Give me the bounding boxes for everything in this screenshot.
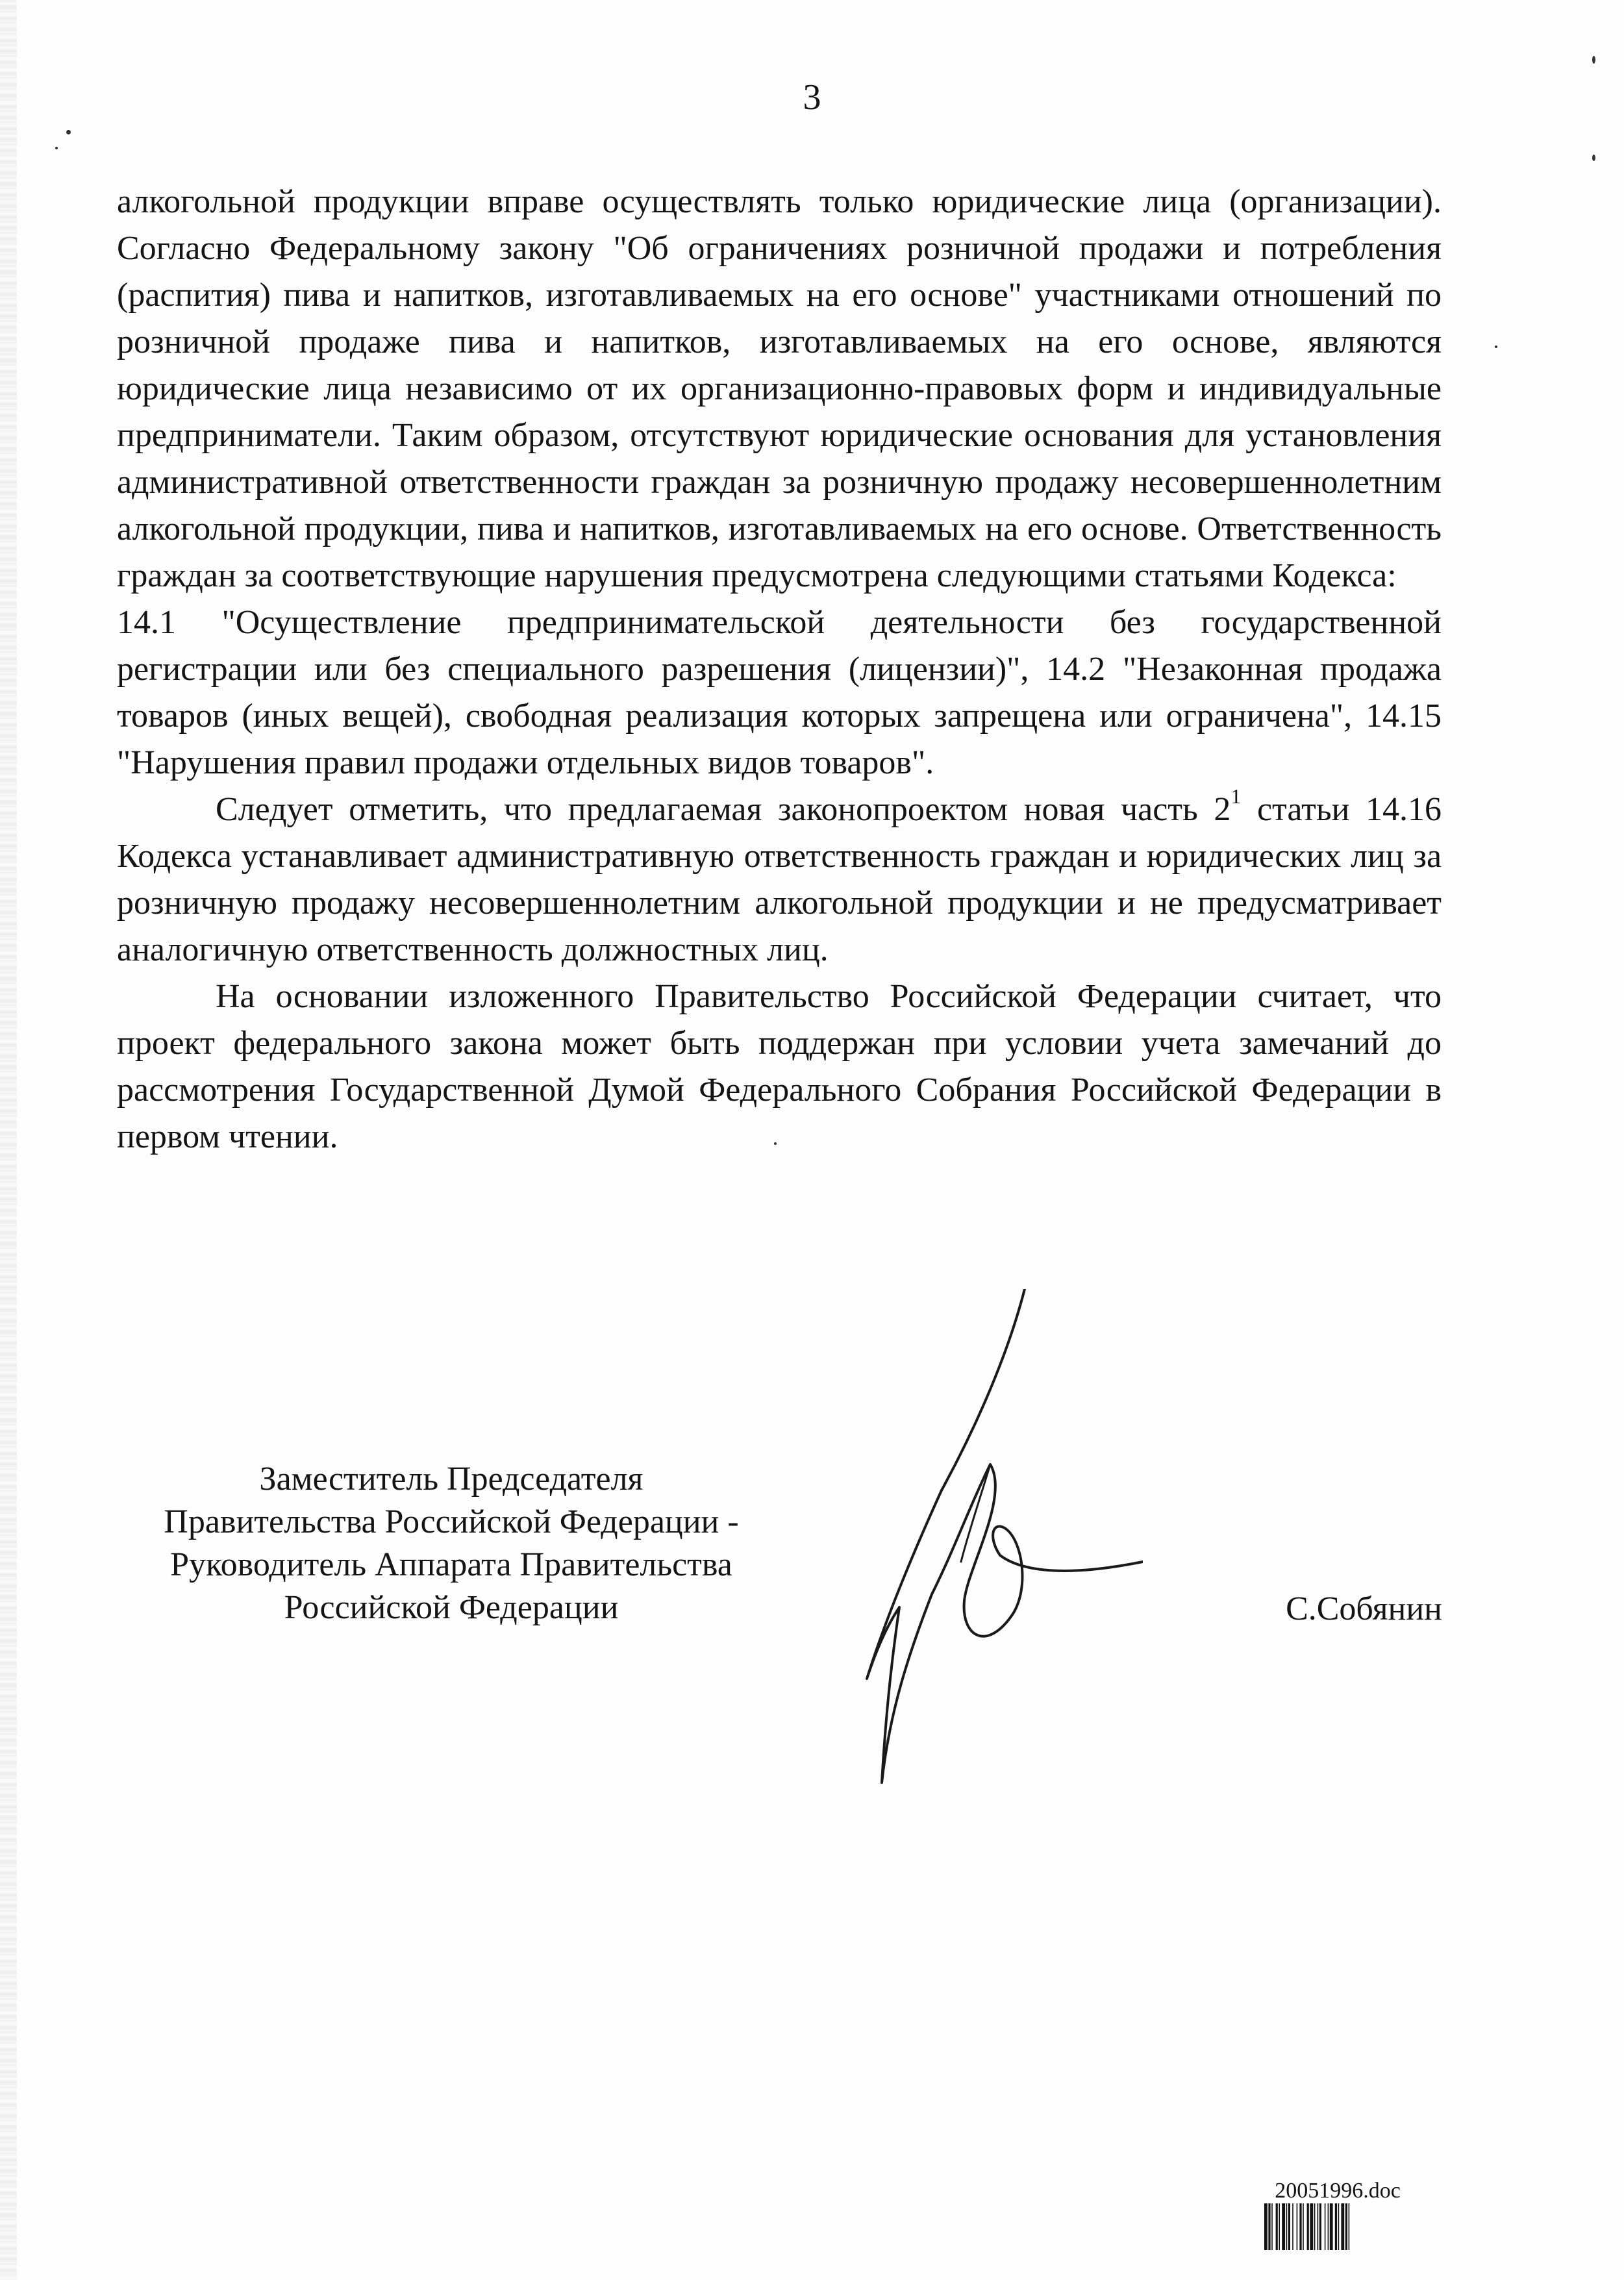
barcode-icon [1263, 2203, 1412, 2250]
text-line: Собрания Российской Федерации в первом чтении. [117, 1071, 1442, 1155]
signatory-name: С.Собянин [1286, 1590, 1442, 1627]
handwritten-signature-icon [864, 1289, 1143, 1796]
text-line: ограничена", 14.15 "Нарушения правил продажи отдельных видов товаров". [117, 697, 1442, 781]
barcode-bar [1319, 2203, 1321, 2250]
text-line: регистрации или без специального разрешения (лицензии)", 14.2 "Незаконная [117, 651, 1303, 688]
superscript: 1 [1230, 784, 1242, 808]
text-line: изготавливаемых на его основе, являются юридические лица независимо от их [117, 323, 1442, 407]
barcode-bar [1299, 2203, 1301, 2250]
text-line: алкогольной продукции вправе осуществлять только юридические лица [117, 183, 1212, 220]
barcode-bar [1279, 2203, 1280, 2250]
scan-speck [1592, 155, 1595, 161]
barcode-bar [1271, 2203, 1273, 2250]
text-line: продажа товаров (иных вещей), свободная реализация которых запрещена или [117, 651, 1442, 734]
signatory-title [114, 1458, 789, 1629]
barcode-bar [1338, 2203, 1340, 2250]
text-line: На основании изложенного Правительство Российской Федерации [216, 978, 1237, 1015]
barcode-bar [1307, 2203, 1309, 2250]
text-line: несовершеннолетним алкогольной продукции, пива и напитков, [117, 464, 1442, 547]
scan-edge-noise [0, 0, 17, 2280]
title-line: Российской Федерации [284, 1589, 619, 1626]
barcode-bar [1310, 2203, 1313, 2250]
barcode-bar [1349, 2203, 1350, 2250]
barcode-bar [1345, 2203, 1347, 2250]
text-line: образом, отсутствуют юридические основания для установления [493, 417, 1442, 454]
text-line: нарушения предусмотрена следующими статьями Кодекса: [544, 557, 1397, 594]
text-line: административной ответственности граждан за розничную продажу [117, 464, 1119, 501]
barcode-bar [1286, 2203, 1288, 2250]
barcode-bar [1325, 2203, 1326, 2250]
title-line: Руководитель Аппарата Правительства [170, 1546, 732, 1583]
paragraph-3 [117, 973, 1442, 1160]
text-line: граждан и юридических лиц за розничную продажу несовершеннолетним [117, 838, 1442, 921]
page-number: 3 [803, 77, 821, 118]
barcode-bar [1282, 2203, 1285, 2250]
barcode-bar [1330, 2203, 1333, 2250]
barcode-bar [1276, 2203, 1278, 2250]
barcode-bar [1303, 2203, 1304, 2250]
barcode-bar [1268, 2203, 1270, 2250]
barcode-bar [1292, 2203, 1293, 2250]
text-line: алкогольной продукции и не предусматривает аналогичную ответственность [117, 884, 1442, 968]
text-line: организационно-правовых форм и индивидуальные предприниматели. Таким [117, 370, 1442, 454]
document-reference: 20051996.doc [1275, 2179, 1401, 2203]
barcode-bar [1264, 2203, 1268, 2250]
barcode-bar [1314, 2203, 1316, 2250]
scan-speck [1495, 345, 1497, 348]
scan-speck [55, 147, 58, 149]
barcode-bar [1328, 2203, 1329, 2250]
barcode-bar [1297, 2203, 1298, 2250]
paragraph-1 [117, 179, 1442, 786]
scan-speck [1592, 56, 1595, 64]
barcode-bar [1288, 2203, 1290, 2250]
letter-body [117, 179, 1442, 1160]
text-line: (организации). Согласно Федеральному закону "Об ограничениях розничной [117, 183, 1442, 267]
text-line: изготавливаемых на его основе. Ответственность граждан за соответствующие [117, 510, 1442, 594]
barcode-bar [1318, 2203, 1319, 2250]
text-line: продажи и потребления (распития) пива и напитков, изготавливаемых на его [117, 230, 1442, 314]
title-line: Заместитель Председателя [259, 1460, 643, 1497]
title-line: Правительства Российской Федерации - [164, 1503, 739, 1540]
paragraph-2 [117, 786, 1442, 973]
text-line: учета замечаний до рассмотрения Государственной Думой Федерального [117, 1025, 1442, 1109]
text-line: должностных лиц. [561, 931, 829, 968]
scan-speck [66, 130, 71, 134]
text-line: Следует отметить, что предлагаемая законопроектом новая часть 2 [216, 791, 1231, 828]
barcode-bar [1335, 2203, 1337, 2250]
text-line: статьи 14.16 Кодекса устанавливает административную ответственность [117, 791, 1442, 875]
text-line: основе" участниками отношений по розничной продаже пива и напитков, [117, 277, 1442, 360]
text-line: 14.1 "Осуществление предпринимательской деятельности без государственной [117, 604, 1442, 641]
text-line: считает, что проект федерального закона может быть поддержан при условии [117, 978, 1442, 1062]
barcode-bar [1341, 2203, 1344, 2250]
